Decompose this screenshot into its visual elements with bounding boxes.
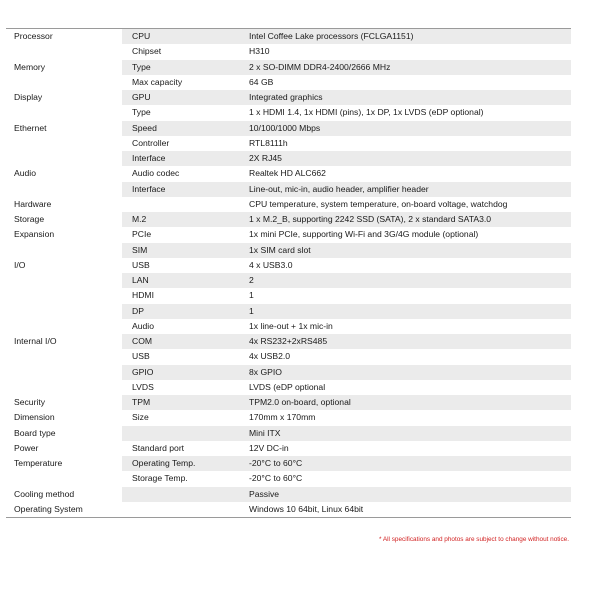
spec-value: -20°C to 60°C	[249, 473, 303, 484]
spec-item: USB	[132, 259, 150, 270]
spec-value: 8x GPIO	[242, 365, 571, 380]
spec-item: USB	[132, 351, 150, 362]
disclaimer-footnote: * All specifications and photos are subject to change without notice.	[378, 536, 569, 543]
spec-category: Ethernet	[14, 122, 47, 133]
spec-value: Mini ITX	[242, 426, 571, 441]
spec-row	[6, 136, 571, 151]
spec-category	[6, 243, 122, 258]
spec-value: -20°C to 60°C	[242, 456, 571, 471]
spec-value: TPM2.0 on-board, optional	[242, 395, 571, 410]
spec-row	[6, 182, 571, 197]
spec-category: Board type	[14, 427, 56, 438]
spec-value: 4x RS232+2xRS485	[242, 334, 571, 349]
spec-row	[6, 365, 571, 380]
spec-row	[6, 105, 571, 120]
spec-value: Line-out, mic-in, audio header, amplifier header	[242, 182, 571, 197]
spec-row	[6, 29, 571, 45]
spec-item: Interface	[122, 182, 242, 197]
spec-item: Audio codec	[132, 168, 180, 179]
spec-item: Standard port	[132, 442, 185, 453]
spec-item: HDMI	[132, 290, 154, 301]
spec-row	[6, 456, 571, 471]
spec-value: RTL8111h	[249, 137, 288, 148]
spec-category	[6, 273, 122, 288]
spec-item: GPIO	[122, 365, 242, 380]
spec-table-body	[6, 29, 571, 518]
spec-row	[6, 502, 571, 518]
spec-item: LVDS	[132, 381, 154, 392]
spec-value: 1	[249, 290, 254, 301]
spec-category	[6, 349, 122, 364]
spec-value: 1 x HDMI 1.4, 1x HDMI (pins), 1x DP, 1x LVDS (eDP optional)	[249, 107, 484, 118]
spec-category: Hardware	[14, 198, 52, 209]
spec-item: LAN	[122, 273, 242, 288]
spec-item: CPU	[122, 29, 242, 45]
spec-item: Type	[132, 107, 151, 118]
spec-category: Processor	[6, 29, 122, 45]
spec-value: 1x SIM card slot	[242, 243, 571, 258]
spec-row	[6, 90, 571, 105]
spec-row	[6, 471, 571, 486]
spec-item	[122, 197, 242, 212]
spec-row	[6, 441, 571, 456]
spec-category	[6, 471, 122, 486]
spec-row	[6, 75, 571, 90]
spec-value: 170mm x 170mm	[249, 412, 316, 423]
spec-row	[6, 121, 571, 136]
spec-value: 64 GB	[249, 76, 274, 87]
spec-category: Audio	[14, 168, 36, 179]
spec-category	[6, 288, 122, 303]
spec-item: Max capacity	[132, 76, 183, 87]
spec-category: Security	[14, 397, 46, 407]
spec-category: Dimension	[14, 412, 55, 423]
spec-table	[6, 28, 571, 518]
spec-row	[6, 349, 571, 364]
spec-category: Temperature	[14, 458, 63, 468]
spec-item: Audio	[132, 320, 154, 331]
spec-category	[6, 44, 122, 59]
spec-row	[6, 395, 571, 410]
spec-category	[6, 151, 122, 166]
spec-row	[6, 227, 571, 242]
spec-row	[6, 487, 571, 502]
spec-row	[6, 151, 571, 166]
spec-row	[6, 334, 571, 349]
spec-category	[6, 319, 122, 334]
spec-value: H310	[249, 46, 270, 57]
spec-row	[6, 288, 571, 303]
spec-item: Type	[122, 60, 242, 75]
spec-item	[122, 487, 242, 502]
spec-value: 4x USB2.0	[249, 351, 291, 362]
spec-category	[6, 380, 122, 395]
spec-category: Operating System	[6, 502, 122, 518]
spec-category: Internal I/O	[14, 336, 57, 346]
spec-category	[6, 182, 122, 197]
spec-value: Realtek HD ALC662	[249, 168, 326, 179]
spec-row	[6, 212, 571, 227]
spec-category: Storage	[14, 214, 45, 224]
spec-item: COM	[122, 334, 242, 349]
spec-category	[6, 75, 122, 90]
spec-category	[6, 304, 122, 319]
spec-row	[6, 426, 571, 441]
spec-item	[122, 502, 242, 518]
spec-value: 2	[242, 273, 571, 288]
spec-item: M.2	[122, 212, 242, 227]
spec-value: Passive	[242, 487, 571, 502]
spec-row	[6, 304, 571, 319]
spec-item: GPU	[122, 90, 242, 105]
spec-row	[6, 319, 571, 334]
spec-item: DP	[122, 304, 242, 319]
spec-value: CPU temperature, system temperature, on-board voltage, watchdog	[249, 198, 508, 209]
spec-value: 1 x M.2_B, supporting 2242 SSD (SATA), 2 x standard SATA3.0	[242, 212, 571, 227]
spec-value: 1x line-out + 1x mic-in	[249, 320, 333, 331]
spec-item: SIM	[122, 243, 242, 258]
spec-item: Storage Temp.	[132, 473, 188, 484]
spec-category	[6, 136, 122, 151]
spec-row	[6, 44, 571, 59]
spec-item: Interface	[122, 151, 242, 166]
spec-value: 2 x SO-DIMM DDR4-2400/2666 MHz	[242, 60, 571, 75]
spec-value: 2X RJ45	[242, 151, 571, 166]
spec-item: Size	[132, 412, 149, 423]
spec-row	[6, 166, 571, 181]
spec-row	[6, 273, 571, 288]
spec-category	[6, 105, 122, 120]
spec-item: Chipset	[132, 46, 162, 57]
spec-value: 1x mini PCIe, supporting Wi-Fi and 3G/4G module (optional)	[249, 229, 479, 240]
spec-item: PCIe	[132, 229, 152, 240]
spec-item	[122, 426, 242, 441]
spec-row	[6, 410, 571, 425]
spec-row	[6, 243, 571, 258]
spec-row	[6, 60, 571, 75]
spec-category: Memory	[14, 61, 46, 72]
spec-row	[6, 380, 571, 395]
spec-category	[6, 365, 122, 380]
spec-item: TPM	[122, 395, 242, 410]
spec-value: 10/100/1000 Mbps	[242, 121, 571, 136]
spec-value: 1	[242, 304, 571, 319]
spec-item: Speed	[122, 121, 242, 136]
spec-value: 4 x USB3.0	[249, 259, 293, 270]
spec-category: Display	[14, 92, 43, 102]
spec-row	[6, 258, 571, 273]
spec-category: Power	[14, 442, 39, 453]
spec-category: Expansion	[14, 229, 55, 240]
spec-row	[6, 197, 571, 212]
spec-category: Cooling method	[14, 488, 75, 499]
spec-value: Windows 10 64bit, Linux 64bit	[242, 502, 571, 518]
spec-value: 12V DC-in	[249, 442, 289, 453]
spec-category: I/O	[14, 259, 26, 270]
spec-item: Controller	[132, 137, 170, 148]
spec-value: Intel Coffee Lake processors (FCLGA1151)	[242, 29, 571, 45]
spec-value: Integrated graphics	[242, 90, 571, 105]
spec-value: LVDS (eDP optional	[249, 381, 326, 392]
spec-item: Operating Temp.	[122, 456, 242, 471]
